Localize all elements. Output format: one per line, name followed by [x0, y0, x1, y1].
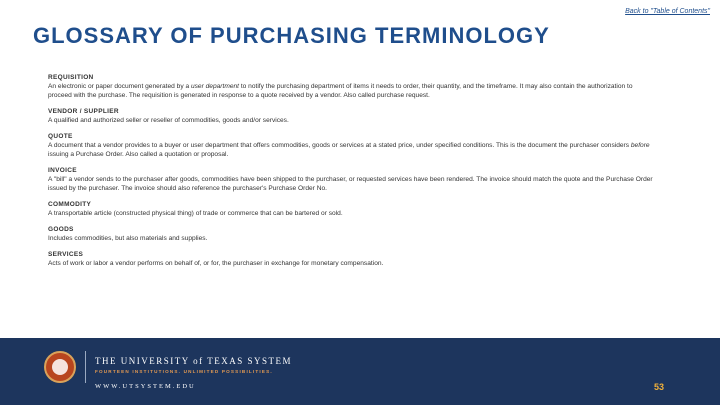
term-name: GOODS: [48, 226, 74, 233]
seal-center: [52, 359, 68, 375]
term-definition: Acts of work or labor a vendor performs on behalf of, or for, the purchaser in exchange for monetary compensation.: [48, 260, 384, 267]
term-definition: A transportable article (constructed physical thing) of trade or commerce that can be bartered or sold.: [48, 210, 343, 217]
university-tagline: FOURTEEN INSTITUTIONS. UNLIMITED POSSIBILITIES.: [95, 369, 273, 374]
term-name: VENDOR / SUPPLIER: [48, 108, 119, 115]
term-name: INVOICE: [48, 167, 77, 174]
glossary-term-quote: [48, 133, 658, 159]
back-to-toc-link[interactable]: Back to "Table of Contents": [625, 8, 710, 15]
glossary-term-services: [48, 251, 658, 268]
glossary-term-requisition: [48, 74, 658, 100]
term-name: COMMODITY: [48, 201, 92, 208]
term-definition: A qualified and authorized seller or reseller of commodities, goods and/or services.: [48, 117, 289, 124]
term-name: SERVICES: [48, 251, 84, 258]
footer-banner: [0, 338, 720, 405]
term-name: REQUISITION: [48, 74, 94, 81]
term-definition: A "bill" a vendor sends to the purchaser after goods, commodities have been shipped to the purchaser, or requested services have been rendered. The invoice should match the quote and the Purchase Order issued by the purchaser. The invoice should also reference the purchaser's Purchase Order No.: [48, 176, 653, 192]
university-name: THE UNIVERSITY of TEXAS SYSTEM: [95, 356, 292, 366]
term-definition: Includes commodities, but also materials and supplies.: [48, 235, 208, 242]
glossary-term-vendor: [48, 108, 658, 125]
term-name: QUOTE: [48, 133, 73, 140]
glossary-term-goods: [48, 226, 658, 243]
ut-system-seal-icon: [44, 351, 76, 383]
footer-divider: [85, 351, 86, 383]
website-url[interactable]: WWW.UTSYSTEM.EDU: [95, 383, 196, 390]
term-definition: A document that a vendor provides to a buyer or user department that offers commodities, goods or services at a stated price, under specified conditions. This is the document the purchaser considers before issuing a Purchase Order. Also called a quotation or proposal.: [48, 142, 650, 158]
glossary-term-commodity: [48, 201, 658, 218]
glossary-list: [48, 74, 658, 276]
page-title: GLOSSARY OF PURCHASING TERMINOLOGY: [33, 23, 550, 48]
page-number: 53: [653, 382, 664, 392]
glossary-term-invoice: [48, 167, 658, 193]
term-definition: An electronic or paper document generated by a user department to notify the purchasing department of items it needs to order, their quantity, and the timeframe. It may also contain the authorization to proceed with the purchase. The requisition is generated in response to a quote received by a vendor. Also called purchase request.: [48, 83, 633, 99]
